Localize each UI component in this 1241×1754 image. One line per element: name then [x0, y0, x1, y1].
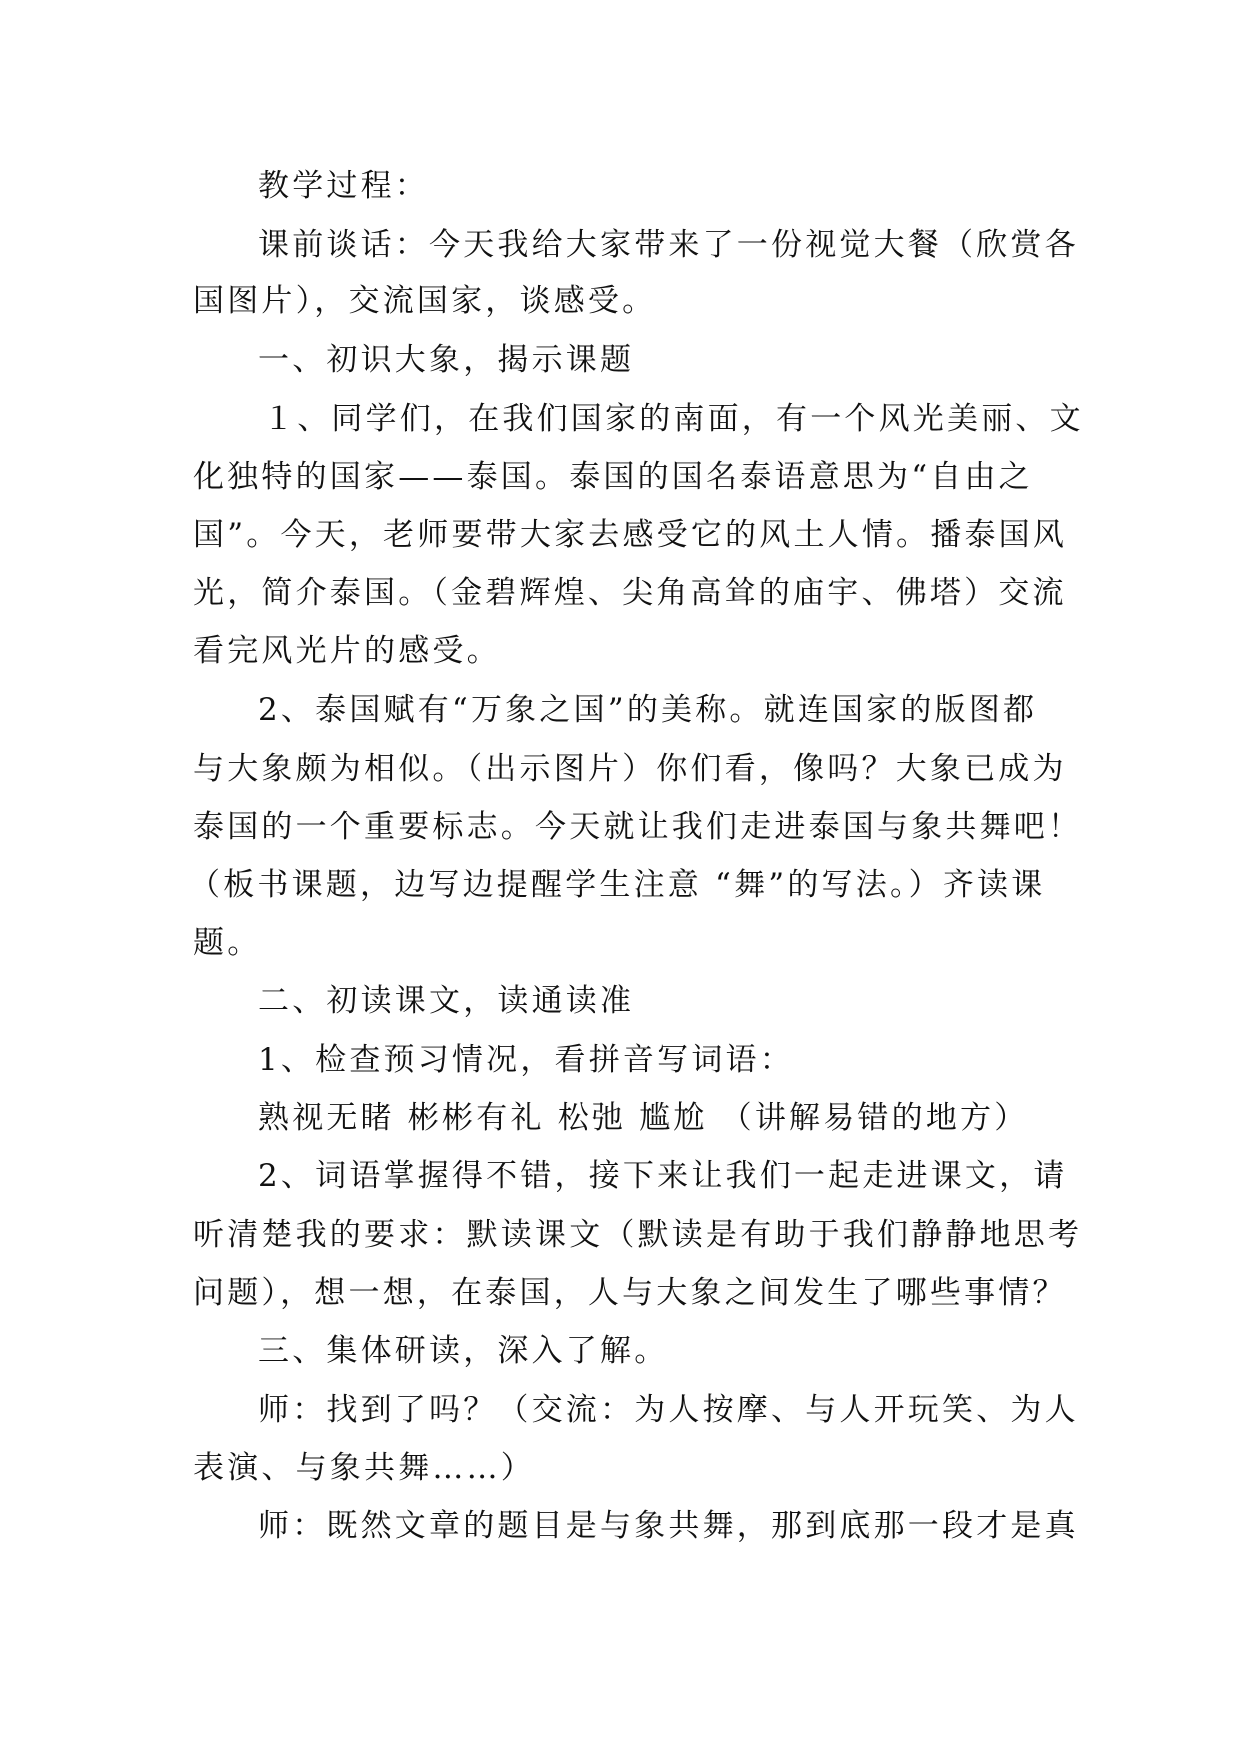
- paragraph-line: 看完风光片的感受。: [193, 633, 501, 669]
- paragraph-line: （板书课题，边写边提醒学生注意 “舞”的写法。）齐读课: [189, 867, 1046, 903]
- paragraph-line: １、同学们，在我们国家的南面，有一个风光美丽、文: [263, 401, 1084, 437]
- paragraph-line: 2、词语掌握得不错，接下来让我们一起走进课文，请: [258, 1158, 1068, 1194]
- paragraph-line: 题。: [193, 925, 262, 961]
- paragraph-line: 课前谈话：今天我给大家带来了一份视觉大餐（欣赏各: [258, 227, 1079, 263]
- section-heading-teaching-process: 教学过程：: [258, 168, 429, 204]
- paragraph-line: 2、泰国赋有“万象之国”的美称。就连国家的版图都: [258, 692, 1038, 728]
- section-heading-part-three: 三、集体研读，深入了解。: [258, 1333, 669, 1369]
- paragraph-line: 光，简介泰国。（金碧辉煌、尖角高耸的庙宇、佛塔）交流: [193, 575, 1067, 611]
- paragraph-line: 化独特的国家——泰国。泰国的国名泰语意思为“自由之: [193, 459, 1033, 495]
- section-heading-part-two: 二、初读课文，读通读准: [258, 983, 635, 1019]
- paragraph-line: 听清楚我的要求：默读课文（默读是有助于我们静静地思考: [193, 1217, 1083, 1253]
- paragraph-line: 表演、与象共舞……）: [193, 1450, 535, 1486]
- paragraph-line: 师：找到了吗？（交流：为人按摩、与人开玩笑、为人: [258, 1392, 1079, 1428]
- paragraph-line: 1、检查预习情况，看拼音写词语：: [258, 1042, 794, 1078]
- paragraph-line: 泰国的一个重要标志。今天就让我们走进泰国与象共舞吧！: [193, 809, 1083, 845]
- paragraph-line: 与大象颇为相似。（出示图片）你们看，像吗？大象已成为: [193, 751, 1067, 787]
- vocabulary-line: 熟视无睹 彬彬有礼 松弛 尴尬 （讲解易错的地方）: [258, 1100, 1029, 1136]
- paragraph-line: 国”。今天，老师要带大家去感受它的风土人情。播泰国风: [193, 517, 1068, 553]
- paragraph-line: 问题），想一想，在泰国，人与大象之间发生了哪些事情？: [193, 1275, 1067, 1311]
- paragraph-line: 国图片），交流国家，谈感受。: [193, 283, 657, 319]
- section-heading-part-one: 一、初识大象，揭示课题: [258, 342, 635, 378]
- paragraph-line: 师：既然文章的题目是与象共舞，那到底那一段才是真: [258, 1508, 1079, 1544]
